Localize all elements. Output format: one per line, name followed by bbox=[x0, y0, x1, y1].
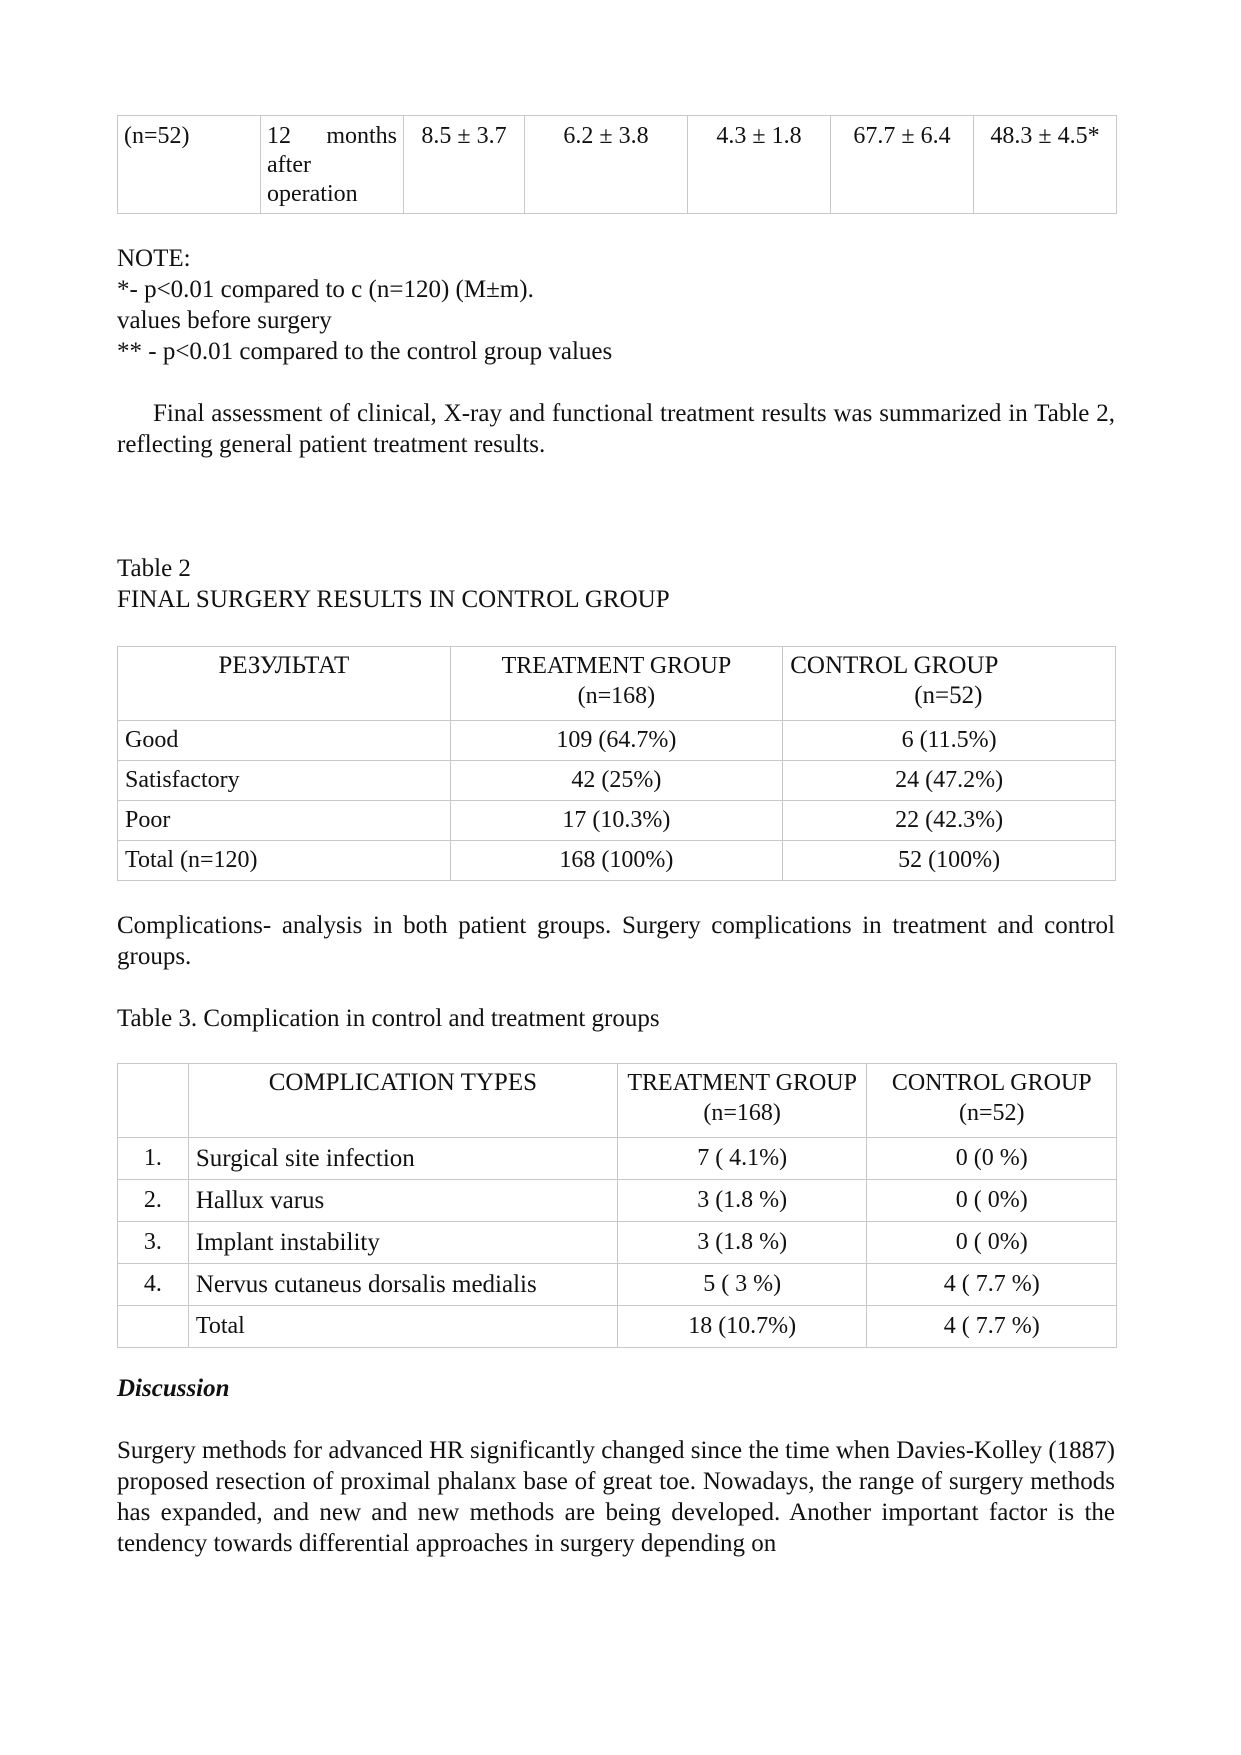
header-control bbox=[867, 1064, 1117, 1138]
treatment-cell: 168 (100%) bbox=[450, 841, 783, 881]
treatment-cell: 3 (1.8 %) bbox=[617, 1222, 867, 1264]
table3-caption: Table 3. Complication in control and treatment groups bbox=[117, 1005, 660, 1032]
table-row bbox=[118, 1306, 1117, 1348]
control-cell: 52 (100%) bbox=[783, 841, 1116, 881]
table2-title: FINAL SURGERY RESULTS IN CONTROL GROUP bbox=[117, 586, 670, 613]
table1-continuation bbox=[117, 115, 1117, 214]
note-heading: NOTE: bbox=[117, 245, 191, 272]
period-line-1: 12 months bbox=[267, 123, 397, 149]
header-control-n: (n=52) bbox=[958, 1100, 1025, 1126]
header-control bbox=[783, 647, 1116, 721]
discussion-paragraph: Surgery methods for advanced HR significantly changed since the time when Davies-Kolley (1887) proposed resection of proximal phalanx base of great toe. Nowadays, the range of surgery methods has expanded, and new and new methods are being developed. Another important factor is the tendency towards differential approaches in surgery depending on bbox=[117, 1437, 1115, 1557]
header-control-label: CONTROL GROUP bbox=[891, 1070, 1092, 1096]
header-type: COMPLICATION TYPES bbox=[188, 1064, 617, 1138]
table2-results bbox=[117, 646, 1116, 881]
paragraph: Complications- analysis in both patient groups. Surgery complications in treatment and control groups. bbox=[117, 912, 1115, 970]
table3-complications bbox=[117, 1063, 1117, 1348]
header-treatment-n: (n=168) bbox=[577, 683, 656, 709]
type-cell: Total bbox=[188, 1306, 617, 1348]
control-cell: 24 (47.2%) bbox=[783, 761, 1116, 801]
table-row bbox=[118, 116, 1117, 214]
value-cell: 48.3 ± 4.5* bbox=[974, 116, 1117, 214]
num-cell: 1. bbox=[118, 1138, 189, 1180]
value-cell: 6.2 ± 3.8 bbox=[525, 116, 688, 214]
header-treatment-label: TREATMENT GROUP bbox=[501, 653, 732, 679]
type-cell: Nervus cutaneus dorsalis medialis bbox=[188, 1264, 617, 1306]
table-header-row bbox=[118, 1064, 1117, 1138]
table-row bbox=[118, 1180, 1117, 1222]
table-row bbox=[118, 1138, 1117, 1180]
header-result: РЕЗУЛЬТАТ bbox=[118, 647, 451, 721]
discussion-heading: Discussion bbox=[117, 1375, 230, 1402]
table2-label: Table 2 bbox=[117, 555, 191, 582]
table-row bbox=[118, 721, 1116, 761]
table-row bbox=[118, 841, 1116, 881]
result-cell: Satisfactory bbox=[118, 761, 451, 801]
treatment-cell: 18 (10.7%) bbox=[617, 1306, 867, 1348]
num-cell bbox=[118, 1306, 189, 1348]
num-cell: 3. bbox=[118, 1222, 189, 1264]
note-block bbox=[117, 243, 612, 367]
header-treatment-label: TREATMENT GROUP bbox=[627, 1070, 857, 1096]
note-line: ** - p<0.01 compared to the control group values bbox=[117, 338, 613, 365]
result-cell: Poor bbox=[118, 801, 451, 841]
table-row bbox=[118, 1264, 1117, 1306]
control-cell: 0 (0 %) bbox=[867, 1138, 1117, 1180]
control-cell: 0 ( 0%) bbox=[867, 1180, 1117, 1222]
num-cell: 2. bbox=[118, 1180, 189, 1222]
period-line-2: after bbox=[267, 152, 311, 178]
treatment-cell: 109 (64.7%) bbox=[450, 721, 783, 761]
period-line-3: operation bbox=[267, 181, 358, 207]
treatment-cell: 3 (1.8 %) bbox=[617, 1180, 867, 1222]
table2-heading bbox=[117, 553, 670, 615]
header-treatment bbox=[617, 1064, 867, 1138]
result-cell: Total (n=120) bbox=[118, 841, 451, 881]
treatment-cell: 42 (25%) bbox=[450, 761, 783, 801]
group-cell: (n=52) bbox=[118, 116, 261, 214]
table-row bbox=[118, 1222, 1117, 1264]
type-cell: Surgical site infection bbox=[188, 1138, 617, 1180]
treatment-cell: 7 ( 4.1%) bbox=[617, 1138, 867, 1180]
header-treatment-n: (n=168) bbox=[703, 1100, 781, 1126]
note-line: *- p<0.01 compared to c (n=120) (M±m). bbox=[117, 276, 534, 303]
header-treatment bbox=[450, 647, 783, 721]
header-num bbox=[118, 1064, 189, 1138]
treatment-cell: 17 (10.3%) bbox=[450, 801, 783, 841]
control-cell: 4 ( 7.7 %) bbox=[867, 1264, 1117, 1306]
table-row bbox=[118, 761, 1116, 801]
note-line: values before surgery bbox=[117, 307, 332, 334]
treatment-cell: 5 ( 3 %) bbox=[617, 1264, 867, 1306]
value-cell: 4.3 ± 1.8 bbox=[688, 116, 831, 214]
value-cell: 67.7 ± 6.4 bbox=[831, 116, 974, 214]
control-cell: 6 (11.5%) bbox=[783, 721, 1116, 761]
value-cell: 8.5 ± 3.7 bbox=[404, 116, 525, 214]
control-cell: 22 (42.3%) bbox=[783, 801, 1116, 841]
paragraph: Final assessment of clinical, X-ray and functional treatment results was summarized in Table 2, reflecting general patient treatment results. bbox=[117, 400, 1115, 458]
period-cell bbox=[261, 116, 404, 214]
type-cell: Hallux varus bbox=[188, 1180, 617, 1222]
control-cell: 0 ( 0%) bbox=[867, 1222, 1117, 1264]
control-cell: 4 ( 7.7 %) bbox=[867, 1306, 1117, 1348]
table-header-row bbox=[118, 647, 1116, 721]
num-cell: 4. bbox=[118, 1264, 189, 1306]
type-cell: Implant instability bbox=[188, 1222, 617, 1264]
table-row bbox=[118, 801, 1116, 841]
header-control-n: (n=52) bbox=[914, 682, 983, 709]
header-control-label: CONTROL GROUP bbox=[790, 652, 999, 679]
result-cell: Good bbox=[118, 721, 451, 761]
